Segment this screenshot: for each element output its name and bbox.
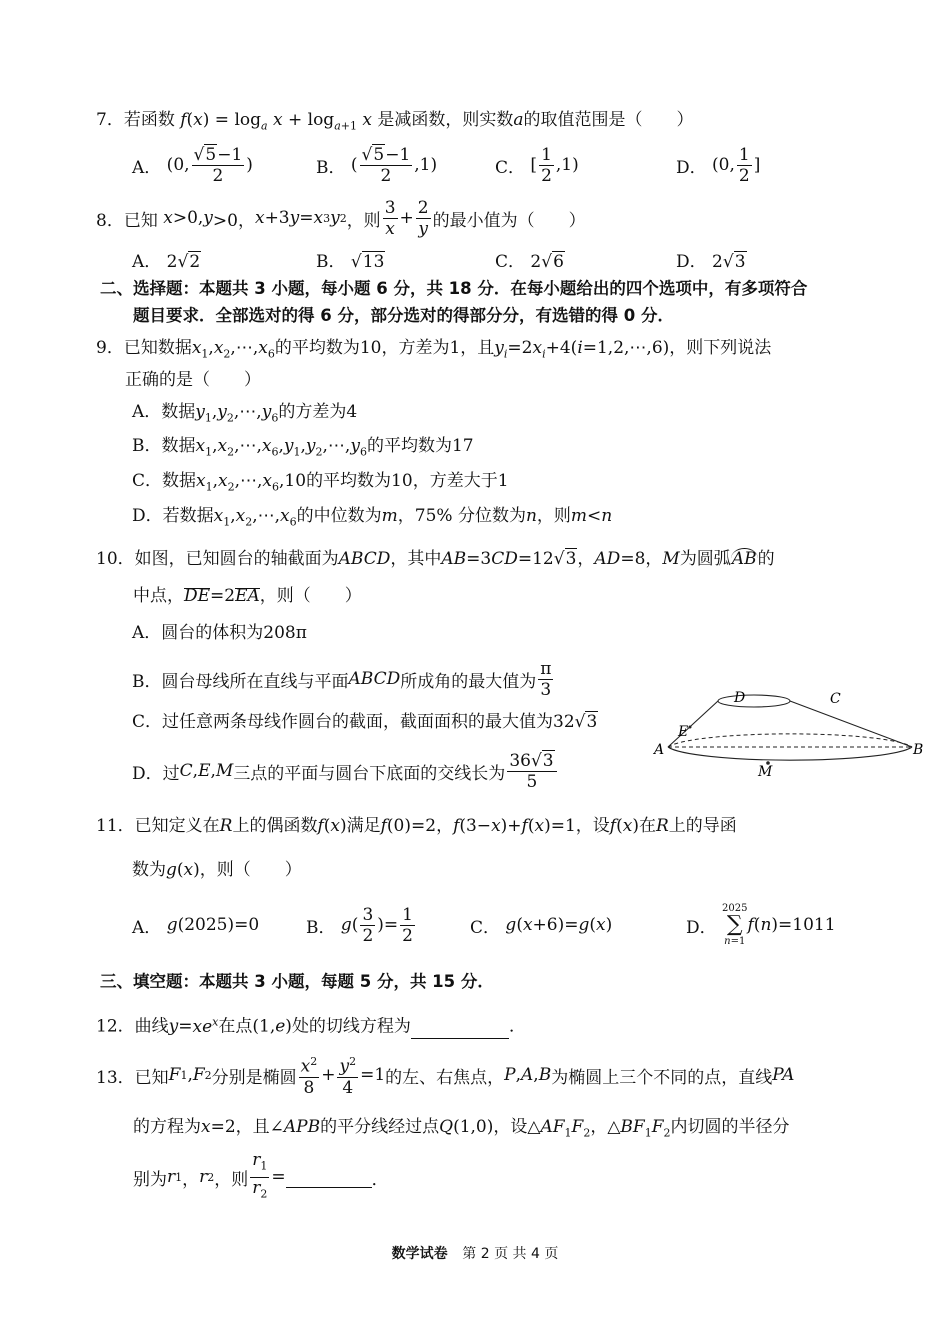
generatrix-bc (790, 701, 912, 747)
q7-stem: 7．若函数 $f(x) = \log_a x + \log_{a+1} x$ 是减函数，则实数a的取值范围是（ ） (96, 110, 694, 133)
label-d: D (734, 690, 746, 706)
q8-option-b[interactable]: B． √13 (316, 252, 385, 272)
label-e: E (678, 724, 689, 740)
q9-stem: 9．已知数据$x_1,x_2,\cdots,x_6$的平均数为10，方差为1，且$y_i=2x_i+4(i=1,2,\cdots,6)$，则下列说法 (96, 338, 772, 361)
q11-stem: 11．已知定义在R上的偶函数f(x)满足f(0)=2，f(3−x)+f(x)=1，设f(x)在R上的导函 (96, 816, 737, 836)
q8-option-d[interactable]: D． 2√3 (676, 252, 746, 272)
q8-stem: 8．已知 x >0, y >0， x +3 y = x 3 y 2 ，则 $\frac{3}{x}$ + $\frac{2}{y}$ 的最小值为（ ） (96, 197, 586, 239)
frustum-figure (650, 684, 930, 784)
q7-option-d[interactable]: D． (0, $\frac{1}{2}$ ] (676, 144, 761, 186)
q10-stem: 10．如图，已知圆台的轴截面为ABCD，其中AB=3CD=12√3，AD=8，M为圆弧AB的 (96, 549, 775, 569)
section2-heading: 二、选择题：本题共 3 小题，每小题 6 分，共 18 分．在每小题给出的四个选项中，有多项符合 (100, 279, 808, 298)
section3-heading: 三、填空题：本题共 3 小题，每题 5 分，共 15 分． (100, 972, 494, 991)
q11-option-a[interactable]: A． g (2025)=0 (132, 915, 260, 938)
q13-stem: 13．已知 F 1 , F 2 分别是椭圆 $\frac{x^2}{8}$ + $\frac{y^2}{4}$ =1 的左、右焦点， P , A , B 为椭圆上三个不同的点，直线 PA (96, 1048, 794, 1102)
q11-stem-cont: 数为g(x)，则（ ） (132, 860, 302, 880)
label-b: B (913, 742, 924, 758)
label-a: A (654, 742, 665, 758)
label-m: M (758, 764, 773, 780)
q8-option-c[interactable]: C． 2√6 (495, 252, 564, 272)
label-c: C (830, 691, 841, 707)
section2-heading-cont: 题目要求．全部选对的得 6 分，部分选对的得部分分，有选错的得 0 分． (133, 306, 674, 325)
q7-option-b[interactable]: B． ( $\frac{√5-1}{2}$ ,1) (316, 144, 438, 186)
q9-stem-cont: 正确的是（ ） (125, 370, 261, 390)
q10-stem-cont: 中点，DE=2EA，则（ ） (133, 586, 362, 606)
q13-answer-blank[interactable] (286, 1167, 372, 1188)
footer-page: 第 2 页 共 4 页 (462, 1246, 559, 1262)
q12-stem: 12．曲线$y=xe^x$在点(1,e)处的切线方程为 ． (96, 1015, 526, 1037)
bottom-ellipse-back (668, 734, 912, 747)
bottom-ellipse-front (668, 747, 912, 760)
q11-option-b[interactable]: B． g ( $\frac{3}{2}$ )= $\frac{1}{2}$ (306, 904, 413, 946)
top-ellipse (718, 695, 790, 707)
q9-option-b[interactable]: B．数据$x_1,x_2,\cdots,x_6,y_1,y_2,\cdots,y_6$的平均数为17 (132, 436, 474, 459)
q10-option-a[interactable]: A．圆台的体积为208π (132, 623, 307, 643)
q11-option-d[interactable]: D． 2025 ∑ n=1 f ( n )=1011 (686, 903, 836, 947)
q10-option-c[interactable]: C．过任意两条母线作圆台的截面，截面面积的最大值为32√3 (132, 712, 598, 732)
q9-option-a[interactable]: A．数据$y_1,y_2,\cdots,y_6$的方差为4 (132, 402, 358, 425)
q9-option-c[interactable]: C．数据$x_1,x_2,\cdots,x_6,10$的平均数为10，方差大于1 (132, 471, 509, 494)
page-footer (0, 1243, 950, 1263)
q7-option-a[interactable]: A． (0, $\frac{√5-1}{2}$ ) (132, 144, 253, 186)
q10-option-d[interactable]: D．过 C , E , M 三点的平面与圆台下底面的交线长为 $\frac{36√3}{5}$ (132, 743, 559, 799)
point-e (689, 726, 692, 729)
footer-subject: 数学试卷 (391, 1246, 448, 1262)
q13-stem-cont2: 别为 r 1 ， r 2 ，则 $\frac{r_1}{r_2}$ = ． (133, 1150, 389, 1200)
q10-option-b[interactable]: B．圆台母线所在直线与平面 ABCD 所成角的最大值为 $\frac{\pi}{3}$ (132, 658, 552, 700)
q12-answer-blank[interactable] (411, 1018, 509, 1039)
q13-stem-cont1: 的方程为x=2，且∠APB的平分线经过点Q(1,0)，设$\triangle AF_1F_2$，$\triangle BF_1F_2$内切圆的半径分 (133, 1117, 790, 1140)
q7-option-c[interactable]: C． [ $\frac{1}{2}$ ,1) (495, 144, 579, 186)
q9-option-d[interactable]: D．若数据$x_1,x_2,\cdots,x_6$的中位数为m，75% 分位数为n，则m<n (132, 506, 613, 529)
q8-option-a[interactable]: A． 2√2 (132, 252, 201, 272)
q11-option-c[interactable]: C． g ( x +6)= g ( x ) (470, 915, 613, 938)
generatrix-ad (668, 701, 718, 747)
